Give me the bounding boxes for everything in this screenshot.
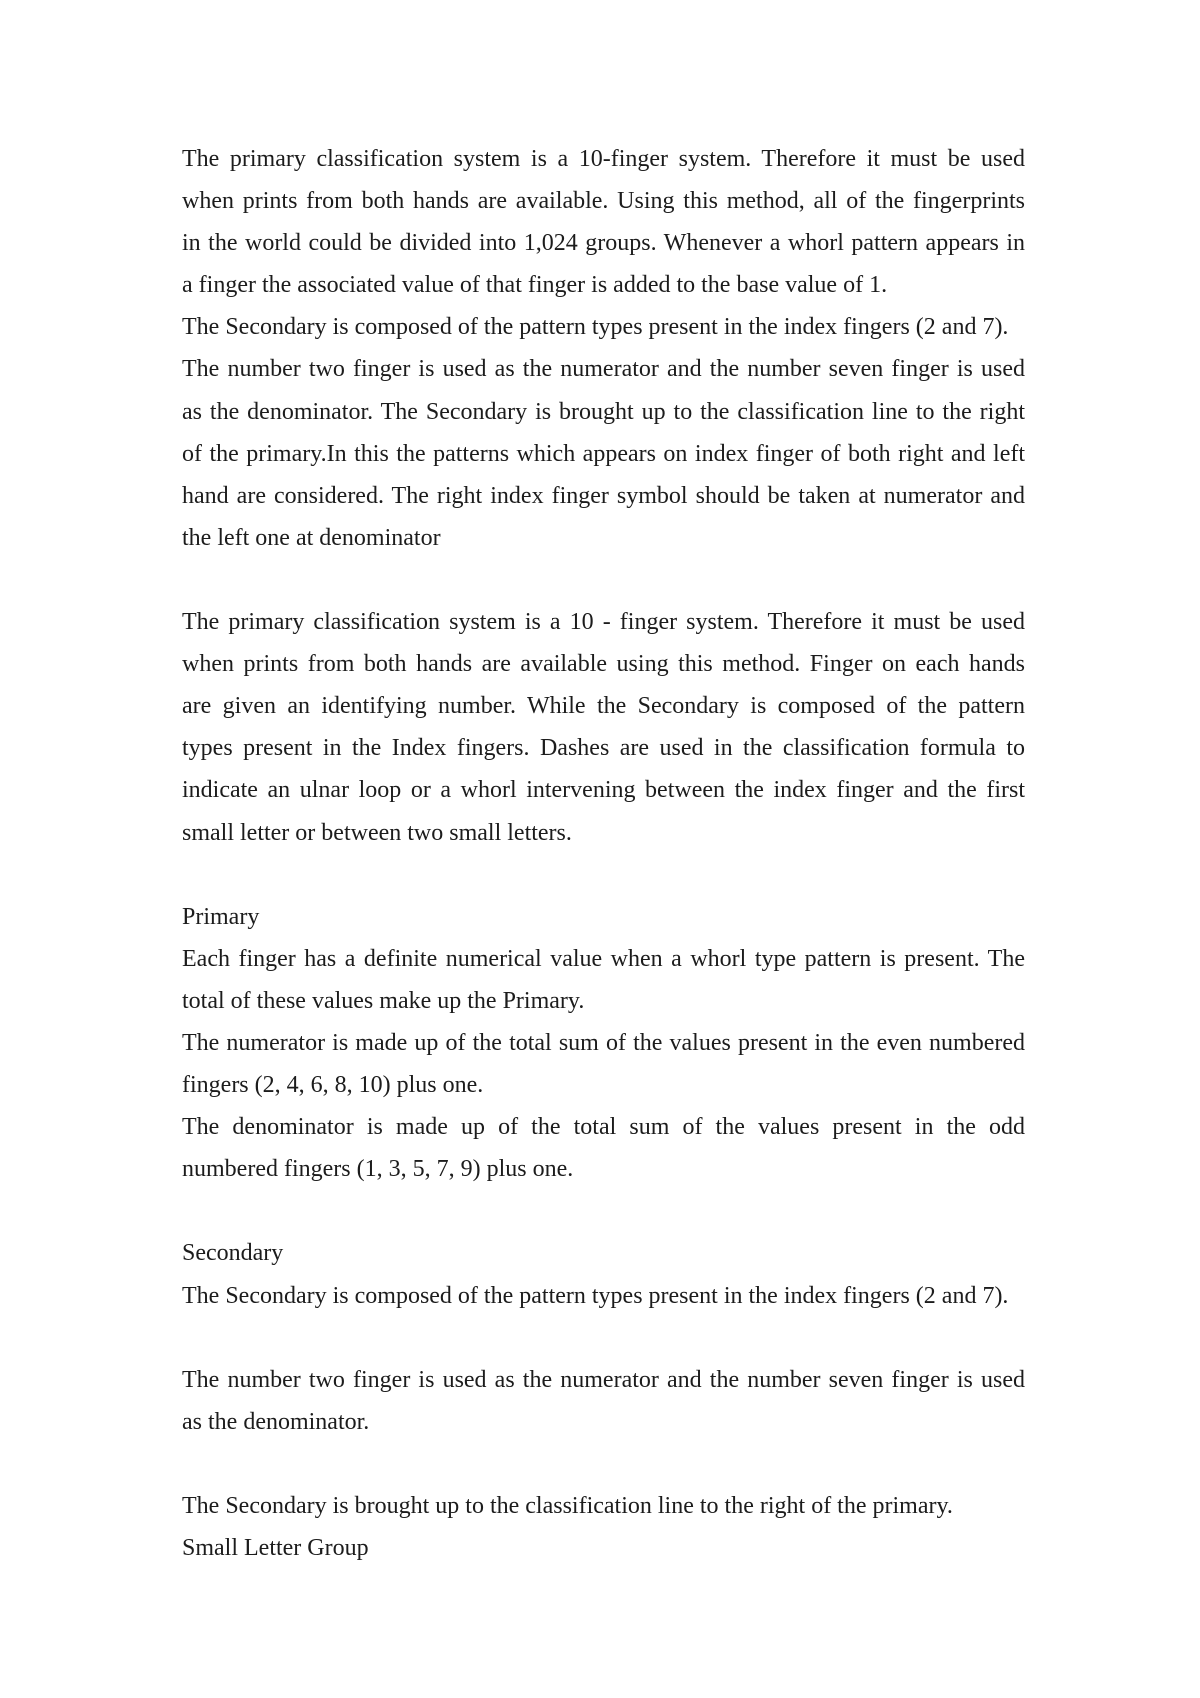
text-line: The numerator is made up of the total sum of the values present in the even numbered [182, 1029, 1025, 1056]
text-line: The number two finger is used as the numerator and the number seven finger is used [182, 1366, 1025, 1393]
text-line: in the world could be divided into 1,024 groups. Whenever a whorl pattern appears in [182, 230, 1025, 257]
paragraph [182, 1359, 1025, 1443]
text-line: The Secondary is composed of the pattern types present in the index fingers (2 and 7). [182, 314, 1009, 341]
paragraph [182, 601, 1025, 854]
text-line: The Secondary is composed of the pattern types present in the index fingers (2 and 7). [182, 1282, 1009, 1309]
text-line: The number two finger is used as the numerator and the number seven finger is used [182, 356, 1025, 383]
text-block [182, 1359, 1025, 1443]
text-line: when prints from both hands are available. Using this method, all of the fingerprints [182, 188, 1025, 215]
text-line: types present in the Index fingers. Dashes are used in the classification formula to [182, 735, 1025, 762]
paragraph [182, 348, 1025, 558]
text-line: the left one at denominator [182, 524, 441, 551]
text-block [182, 1232, 1025, 1316]
text-block [182, 896, 1025, 1191]
text-line: are given an identifying number. While the Secondary is composed of the pattern [182, 693, 1025, 720]
text-line: small letter or between two small letters. [182, 819, 572, 846]
text-line: total of these values make up the Primary. [182, 987, 585, 1014]
text-block [182, 138, 1025, 559]
section-heading-primary: Primary [182, 903, 260, 930]
paragraph [182, 1275, 1025, 1317]
paragraph [182, 1022, 1025, 1106]
text-line: as the denominator. [182, 1408, 370, 1435]
paragraph [182, 138, 1025, 306]
text-line: hand are considered. The right index finger symbol should be taken at numerator and [182, 482, 1025, 509]
text-line: The Secondary is brought up to the classification line to the right of the primary. [182, 1493, 953, 1519]
paragraph [182, 938, 1025, 1022]
text-block [182, 1485, 1025, 1527]
text-line: when prints from both hands are available using this method. Finger on each hands [182, 651, 1025, 678]
section-heading-secondary: Secondary [182, 1240, 284, 1267]
text-line: The primary classification system is a 10 - finger system. Therefore it must be used [182, 609, 1025, 636]
text-line: of the primary.In this the patterns which appears on index finger of both right and left [182, 440, 1025, 467]
paragraph [182, 1485, 1025, 1527]
section-heading-small-letter-group: Small Letter Group [182, 1535, 369, 1562]
document-body [182, 138, 1025, 1569]
text-line: The primary classification system is a 10-finger system. Therefore it must be used [182, 146, 1025, 172]
text-line: fingers (2, 4, 6, 8, 10) plus one. [182, 1072, 484, 1099]
text-line: The denominator is made up of the total sum of the values present in the odd [182, 1114, 1025, 1141]
paragraph [182, 1106, 1025, 1190]
text-line: Each finger has a definite numerical value when a whorl type pattern is present. The [182, 945, 1025, 972]
paragraph [182, 306, 1025, 348]
text-line: a finger the associated value of that finger is added to the base value of 1. [182, 272, 888, 299]
text-line: numbered fingers (1, 3, 5, 7, 9) plus one. [182, 1156, 574, 1183]
text-line: indicate an ulnar loop or a whorl intervening between the index finger and the first [182, 777, 1025, 804]
text-block [182, 1527, 1025, 1569]
text-line: as the denominator. The Secondary is brought up to the classification line to the right [182, 398, 1025, 425]
text-block [182, 601, 1025, 854]
